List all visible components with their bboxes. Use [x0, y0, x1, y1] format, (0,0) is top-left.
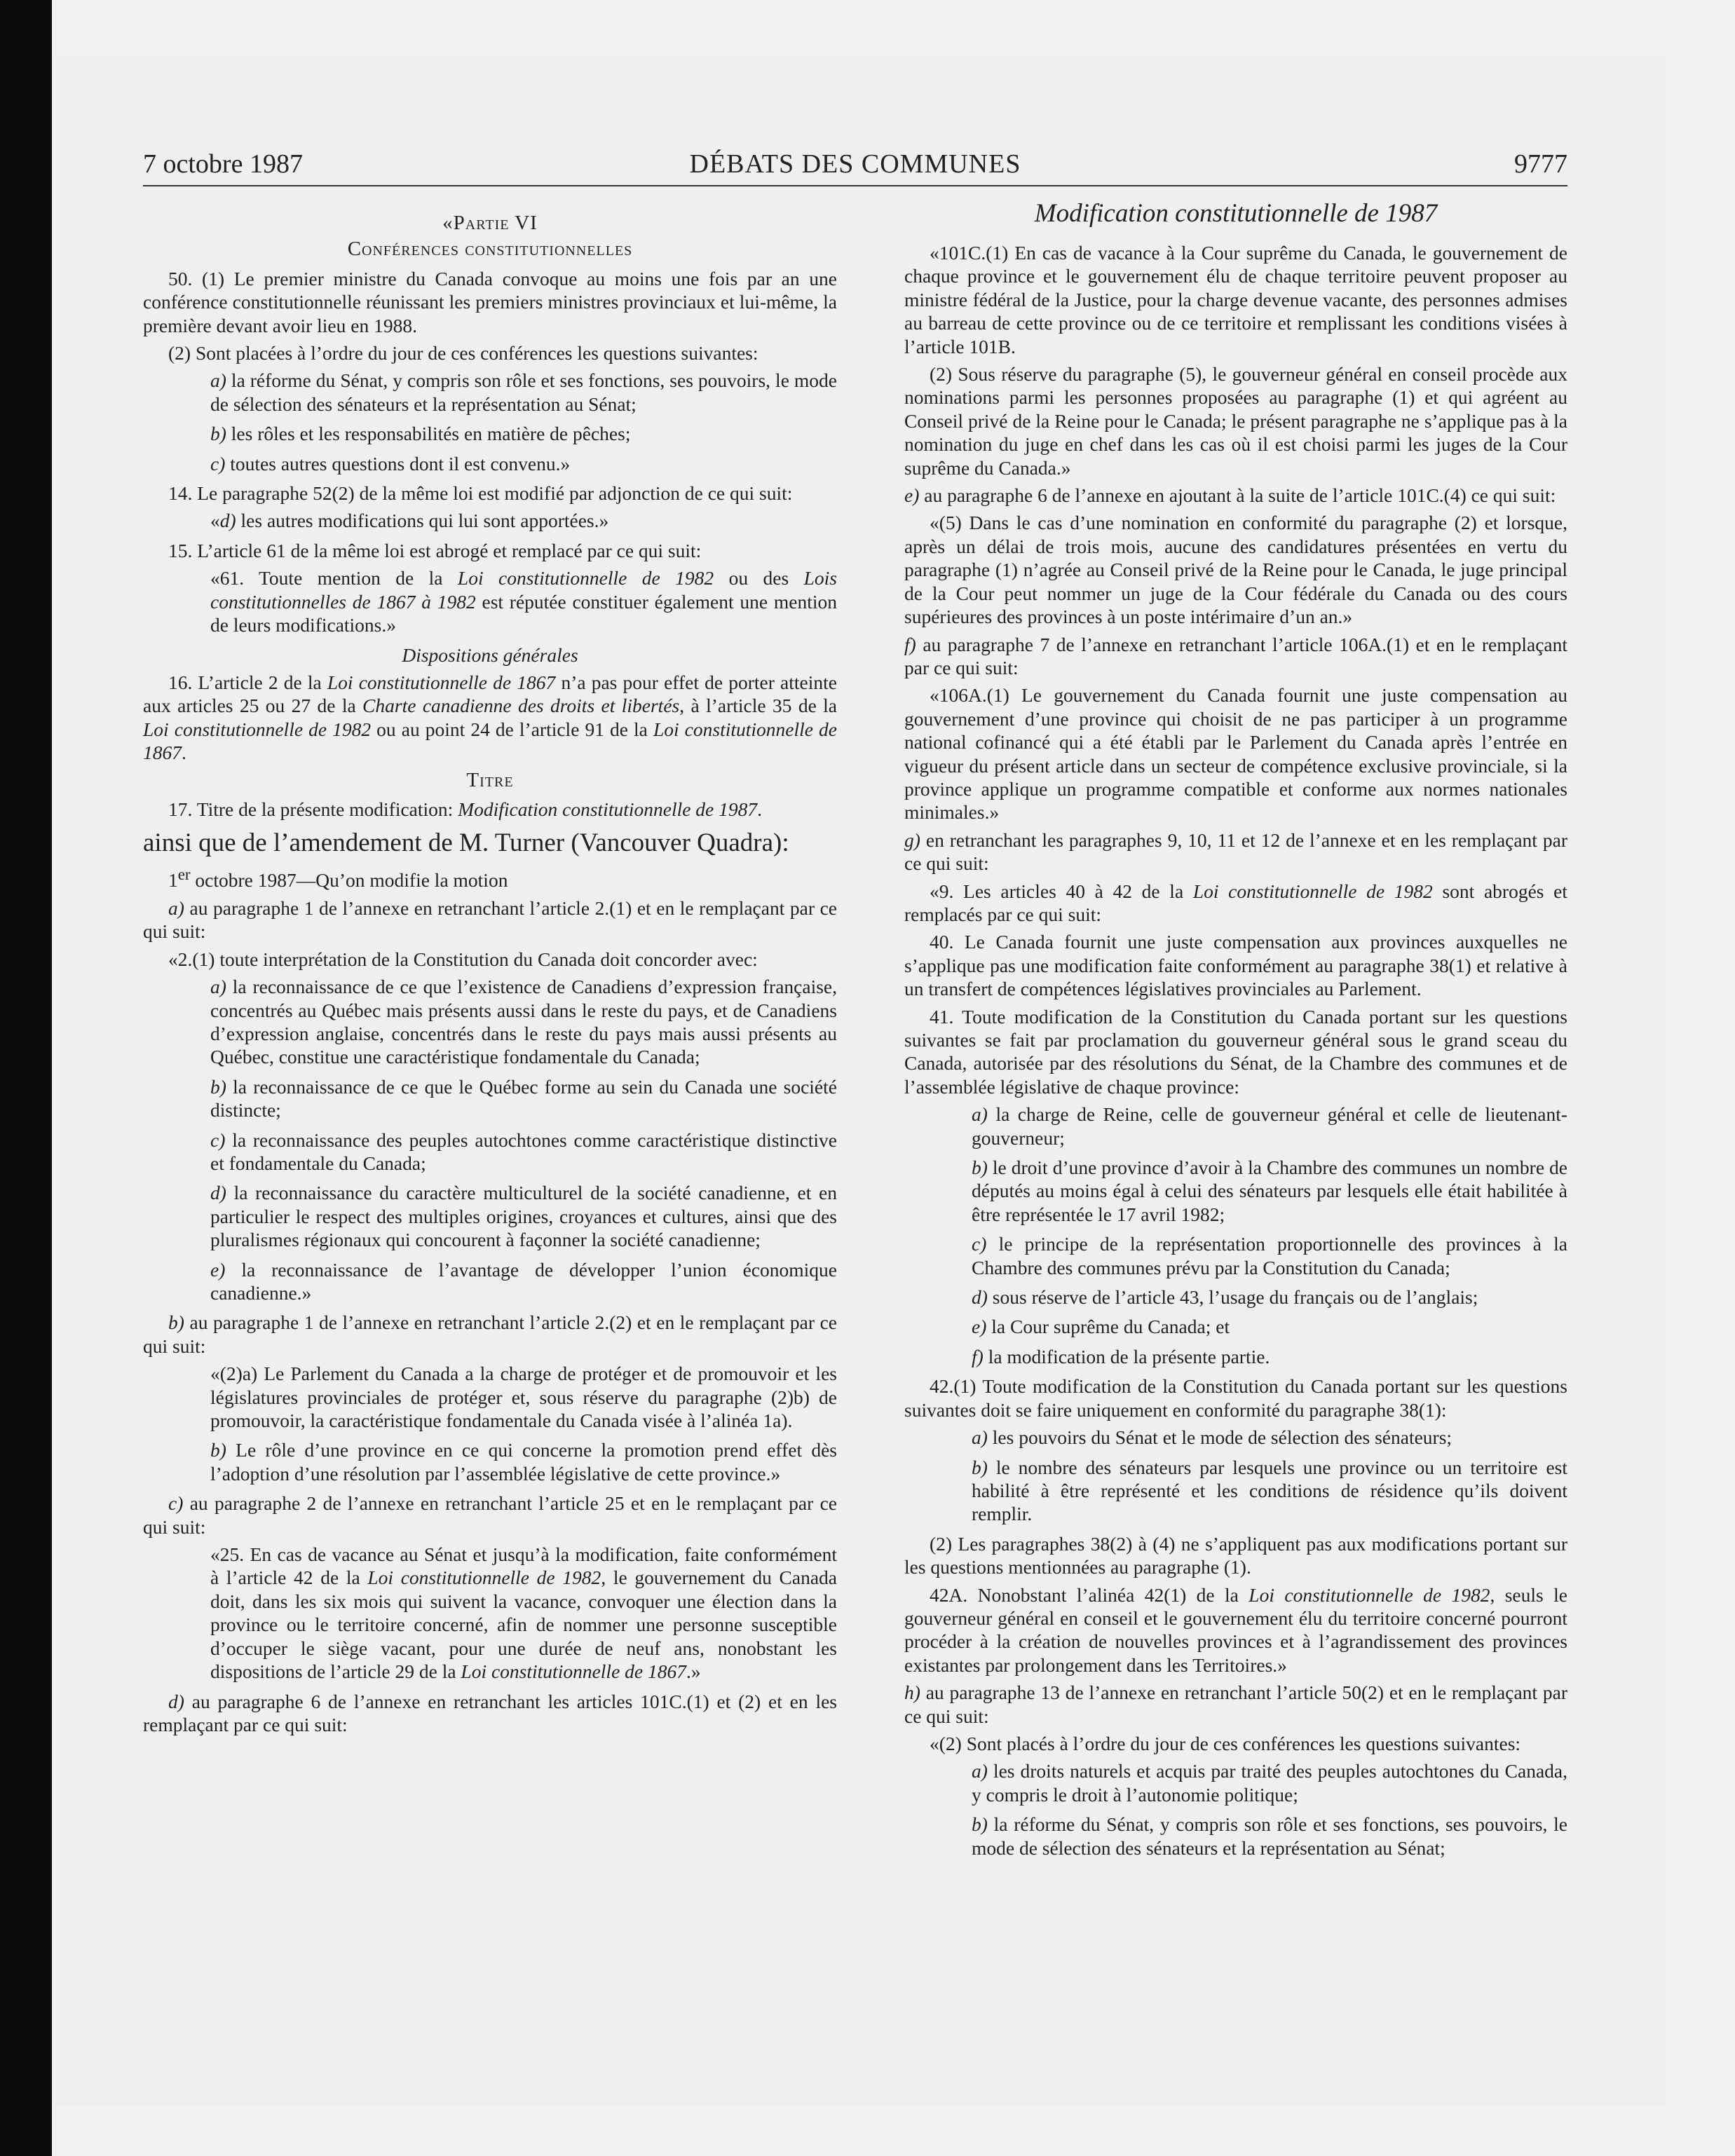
item-2-1-b [210, 1075, 837, 1122]
text: la reconnaissance de ce que le Québec forme au sein du Canada une société distincte; [210, 1075, 837, 1121]
item-2-1-c [210, 1128, 837, 1175]
label-c: c) [972, 1233, 987, 1255]
section-9 [904, 880, 1567, 927]
section-50-2: «(2) Sont placés à l’ordre du jour de ces conférences les questions suivantes: [930, 1732, 1521, 1754]
section-2-2-b [210, 1438, 837, 1485]
text: ou des [714, 567, 804, 589]
label-a: a) [972, 1426, 988, 1449]
amendment-heading: ainsi que de l’amendement de M. Turner (Vancouver Quadra): [143, 828, 789, 858]
instruction-c [143, 1492, 837, 1538]
text: au paragraphe 7 de l’annexe en retranchant l’article 106A.(1) et en le remplaçant par ce qui suit: [904, 633, 1567, 678]
section-2-1: «2.(1) toute interprétation de la Constitution du Canada doit concorder avec: [168, 948, 758, 970]
text: les droits naturels et acquis par traité des peuples autochtones du Canada, y compris le droit à l’autonomie politique; [972, 1760, 1567, 1806]
amendment-date [143, 863, 837, 892]
item-2-1-d [210, 1181, 837, 1251]
label-e: e) [972, 1316, 987, 1338]
paragraph-50-1: 50. (1) Le premier ministre du Canada convoque au moins une fois par an une conférence constitutionnelle réunissant les premiers ministres provinciaux et lui-même, la première devant avoir lieu en 1988. [143, 267, 837, 336]
text: les rôles et les responsabilités en matière de pêches; [226, 423, 631, 445]
item-14-d [210, 509, 837, 532]
section-42-2: (2) Les paragraphes 38(2) à (4) ne s’appliquent pas aux modifications portant sur les questions mentionnées au paragraphe (1). [904, 1532, 1567, 1578]
act-title: Loi constitutionnelle de 1982 [1192, 880, 1433, 902]
instruction-a [143, 896, 837, 943]
act-title: Loi constitutionnelle de 1982 [1248, 1583, 1490, 1606]
text: . [757, 798, 763, 820]
text: , le gouvernement du Canada doit, dans les six mois qui suivent la vacance, convoquer une élection dans la province ou le territoire concerné, afin de nommer une personne susceptible d’occuper le siège vacant, pour une durée de neuf ans, nonobstant les dispositions de l’article 29 de la [210, 1567, 837, 1683]
header-title: DÉBATS DES COMMUNES [689, 149, 1021, 179]
text: la reconnaissance du caractère multiculturel de la société canadienne, et en particulier le respect des multiples origines, croyances et cultures, ainsi que des pluralismes régionaux qui concourent à façonner la société canadienne; [210, 1182, 837, 1251]
scan-edge-left [0, 0, 52, 2156]
left-column [143, 198, 837, 1740]
label-g: g) [904, 828, 920, 851]
label-a: a) [210, 976, 226, 998]
paragraph-50-2: (2) Sont placées à l’ordre du jour de ces conférences les questions suivantes: [168, 342, 758, 364]
page-number: 9777 [1514, 149, 1567, 179]
text: «25. En cas de vacance au Sénat et jusqu’à la modification, faite conformément à l’article 42 de la [210, 1543, 837, 1589]
act-title: Loi constitutionnelle de 1867 [143, 718, 837, 764]
item-50-2-b [972, 1813, 1567, 1860]
text: la réforme du Sénat, y compris son rôle et ses fonctions, ses pouvoirs, le mode de sélection des sénateurs et la représentation au Sénat; [972, 1813, 1567, 1859]
text: les pouvoirs du Sénat et le mode de sélection des sénateurs; [987, 1426, 1452, 1449]
label-d: d) [210, 1182, 226, 1204]
label-d: d) [972, 1286, 988, 1309]
running-header [143, 146, 1567, 186]
section-40: 40. Le Canada fournit une juste compensation aux provinces auxquelles ne s’applique pas une modification faite conformément au paragraphe 38(1) et relative à un transfert de compétences législatives provinciales au Parlement. [904, 931, 1567, 1000]
article-61 [210, 566, 837, 636]
text: la Cour suprême du Canada; et [986, 1316, 1230, 1338]
part-title: Conférences constitutionnelles [347, 238, 633, 261]
item-50-2-a [972, 1759, 1567, 1806]
item-50-c [210, 452, 837, 475]
instruction-b [143, 1311, 837, 1358]
text: n’a pas pour effet de porter atteinte aux articles 25 ou 27 de la [143, 671, 837, 717]
label-f: f) [904, 633, 916, 655]
act-title: Loi constitutionnelle de 1982 [143, 718, 372, 740]
section-101c-2: (2) Sous réserve du paragraphe (5), le gouverneur général en conseil procède aux nominations parmi les personnes proposées au paragraphe (1) et qui agréent au Conseil privé de la Reine pour le Canada; le présent paragraphe ne s’applique pas à la nomination du juge en chef dans les cas où il est choisi parmi les juges de la Cour suprême du Canada.» [904, 363, 1567, 479]
act-title: Loi constitutionnelle de 1867 [327, 671, 556, 693]
act-title: Loi constitutionnelle de 1982 [457, 567, 714, 589]
text: la reconnaissance de l’avantage de développer l’union économique canadienne.» [210, 1258, 837, 1304]
text: la reconnaissance de ce que l’existence de Canadiens d’expression française, concentrés au Québec mais présents aussi dans le reste du pays, et de Canadiens d’expression anglaise, concentrés dans le reste du pays mais aussi présents au Québec, constitue une caractéristique fondamentale du Canada; [210, 976, 837, 1068]
text: «61. Toute mention de la [210, 567, 458, 589]
instruction-e [904, 484, 1567, 507]
item-2-1-e [210, 1258, 837, 1305]
text: au paragraphe 6 de l’annexe en retranchant les articles 101C.(1) et (2) et en les remplaçant par ce qui suit: [143, 1690, 837, 1735]
act-title: Modification constitutionnelle de 1987 [458, 798, 758, 820]
act-title: Charte canadienne des droits et libertés [362, 695, 680, 717]
section-titre: Titre [466, 768, 514, 791]
text: la charge de Reine, celle de gouverneur général et celle de lieutenant-gouverneur; [972, 1103, 1567, 1149]
quote: « [210, 510, 220, 532]
text: . [182, 742, 186, 764]
instruction-g [904, 828, 1567, 875]
text: 1 [168, 869, 178, 892]
scan-margin-bottom [52, 2106, 1735, 2156]
label-b: b) [972, 1813, 988, 1836]
text: au paragraphe 6 de l’annexe en ajoutant à la suite de l’article 101C.(4) ce qui suit: [919, 484, 1556, 507]
section-25 [210, 1543, 837, 1683]
section-101c-1: «101C.(1) En cas de vacance à la Cour suprême du Canada, le gouvernement de chaque province et le gouvernement élu de chaque territoire peuvent proposer au ministre fédéral de la Justice, pour la charge devenue vacante, des personnes admises au barreau de cette province ou de ce territoire et remplissant les conditions visées à l’article 101B. [904, 242, 1567, 357]
text: la modification de la présente partie. [983, 1345, 1270, 1367]
label-d: d) [168, 1690, 184, 1712]
paragraph-14: 14. Le paragraphe 52(2) de la même loi est modifié par adjonction de ce qui suit: [168, 482, 793, 505]
superscript: er [177, 866, 191, 884]
text: le principe de la représentation proportionnelle des provinces à la Chambre des communes prévu par la Constitution du Canada; [972, 1233, 1567, 1278]
label-b: b) [210, 1075, 226, 1098]
item-50-b [210, 422, 837, 445]
label-a: a) [972, 1760, 988, 1782]
text: sous réserve de l’article 43, l’usage du français ou de l’anglais; [987, 1286, 1478, 1309]
label-d: d) [219, 510, 236, 532]
label-b: b) [972, 1157, 988, 1179]
act-title: Loi constitutionnelle de 1982 [367, 1567, 601, 1589]
label-e: e) [210, 1258, 226, 1281]
text: , à l’article 35 de la [679, 695, 837, 717]
item-41-b [972, 1156, 1567, 1226]
text: la reconnaissance des peuples autochtones comme caractéristique distinctive et fondamentale du Canada; [210, 1128, 837, 1174]
instruction-f [904, 633, 1567, 680]
label-e: e) [904, 484, 920, 507]
scan-margin-top [52, 0, 1735, 52]
label-f: f) [972, 1345, 984, 1367]
item-42-a [972, 1426, 1567, 1449]
text: ou au point 24 de l’article 91 de la [371, 718, 653, 740]
label-c: c) [210, 1128, 226, 1151]
item-41-d [972, 1285, 1567, 1309]
label-b: b) [972, 1456, 988, 1478]
text: Le rôle d’une province en ce qui concerne la promotion prend effet dès l’adoption d’une résolution par l’assemblée législative de cette province.» [210, 1439, 837, 1485]
text: , seuls le gouverneur général en conseil et le gouvernement élu du territoire concerné pourront procéder à la création de nouvelles provinces et à l’agrandissement des provinces existantes par prolongement dans les Territoires.» [904, 1583, 1567, 1676]
label-b: b) [168, 1311, 184, 1334]
label-b: b) [210, 1439, 226, 1461]
section-dispositions: Dispositions générales [402, 643, 578, 666]
label-a: a) [972, 1103, 988, 1126]
header-date: 7 octobre 1987 [143, 149, 303, 179]
paragraph-16 [143, 671, 837, 765]
instruction-d [143, 1690, 837, 1737]
text: «9. Les articles 40 à 42 de la [930, 880, 1193, 902]
text: le droit d’une province d’avoir à la Chambre des communes un nombre de députés au moins égal à celui des sénateurs par lesquels elle était habilitée à être représentée le 17 avril 1982; [972, 1157, 1567, 1225]
text: la réforme du Sénat, y compris son rôle et ses fonctions, ses pouvoirs, le mode de sélection des sénateurs et la représentation au Sénat; [210, 369, 837, 415]
item-41-e [972, 1315, 1567, 1338]
text: 16. L’article 2 de la [168, 671, 327, 693]
text: est réputée constituer également une mention de leurs modifications.» [210, 590, 837, 636]
text: 17. Titre de la présente modification: [168, 798, 458, 820]
item-2-1-a [210, 975, 837, 1069]
label-c: c) [168, 1492, 184, 1515]
text: le nombre des sénateurs par lesquels une province ou un territoire est habilité à être représenté et les conditions de résidence qu’ils doivent remplir. [972, 1456, 1567, 1525]
text: sont abrogés et remplacés par ce qui suit: [904, 880, 1567, 925]
item-50-a [210, 369, 837, 416]
text: au paragraphe 13 de l’annexe en retranchant l’article 50(2) et en le remplaçant par ce qui suit: [904, 1681, 1567, 1727]
text: 42A. Nonobstant l’alinéa 42(1) de la [930, 1583, 1249, 1606]
running-section-title: Modification constitutionnelle de 1987 [1034, 199, 1438, 228]
item-41-a [972, 1103, 1567, 1149]
paragraph-15: 15. L’article 61 de la même loi est abrogé et remplacé par ce qui suit: [168, 539, 702, 561]
section-41: 41. Toute modification de la Constitution du Canada portant sur les questions suivantes se fait par proclamation du gouverneur général sous le grand sceau du Canada, autorisée par des résolutions du Sénat, de la Chambre des communes et de l’assemblée législative de chaque province: [904, 1005, 1567, 1098]
item-41-c [972, 1232, 1567, 1279]
section-106a-1: «106A.(1) Le gouvernement du Canada fournit une juste compensation au gouvernement d’une province qui choisit de ne pas participer à un programme national cofinancé qui a été établi par le Parlement du Canada après l’entrée en vigueur du présent article dans un secteur de compétence exclusive provinciale, si la province applique un programme compatible et conforme aux normes nationales minimales.» [904, 684, 1567, 824]
scan-margin-right [1666, 0, 1735, 2156]
text: au paragraphe 2 de l’annexe en retranchant l’article 25 et en le remplaçant par ce qui suit: [143, 1492, 837, 1538]
act-title: Lois constitutionnelles de 1867 à 1982 [210, 567, 837, 613]
text: .» [686, 1660, 701, 1683]
instruction-h [904, 1681, 1567, 1728]
item-41-f [972, 1345, 1567, 1368]
text: les autres modifications qui lui sont apportées.» [236, 510, 609, 532]
section-2-2-a: «(2)a) Le Parlement du Canada a la charge de protéger et de promouvoir et les législatures provinciales de protéger et, sous réserve du paragraphe (2)b) de promouvoir, la caractéristique fondamentale du Canada visée à l’alinéa 1a). [210, 1363, 837, 1432]
text: toutes autres questions dont il est convenu.» [225, 452, 571, 475]
label-c: c) [210, 452, 226, 475]
section-42a [904, 1583, 1567, 1677]
section-101c-5: «(5) Dans le cas d’une nomination en conformité du paragraphe (2) et lorsque, après un délai de trois mois, aucune des candidatures présentées en vertu du paragraphe (1) n’agrée au Conseil privé de la Reine pour le Canada, le juge principal de la Cour peut nommer un juge de la Cour fédérale du Canada ou des cours supérieures des provinces à un poste intérimaire d’un an.» [904, 512, 1567, 628]
label-b: b) [210, 423, 226, 445]
right-column [904, 198, 1567, 1866]
paragraph-17 [143, 798, 837, 821]
item-42-b [972, 1456, 1567, 1526]
part-heading: «Partie VI [442, 212, 538, 234]
label-a: a) [210, 369, 226, 392]
text: au paragraphe 1 de l’annexe en retranchant l’article 2.(1) et en le remplaçant par ce qui suit: [143, 896, 837, 943]
section-42-1: 42.(1) Toute modification de la Constitution du Canada portant sur les questions suivantes doit se faire uniquement en conformité du paragraphe 38(1): [904, 1375, 1567, 1421]
text: en retranchant les paragraphes 9, 10, 11 et 12 de l’annexe et en les remplaçant par ce qui suit: [904, 828, 1567, 875]
act-title: Loi constitutionnelle de 1867 [461, 1660, 686, 1683]
text: octobre 1987—Qu’on modifie la motion [190, 869, 508, 892]
label-a: a) [168, 896, 184, 919]
text: au paragraphe 1 de l’annexe en retranchant l’article 2.(2) et en le remplaçant par ce qui suit: [143, 1311, 837, 1357]
label-h: h) [904, 1681, 920, 1704]
